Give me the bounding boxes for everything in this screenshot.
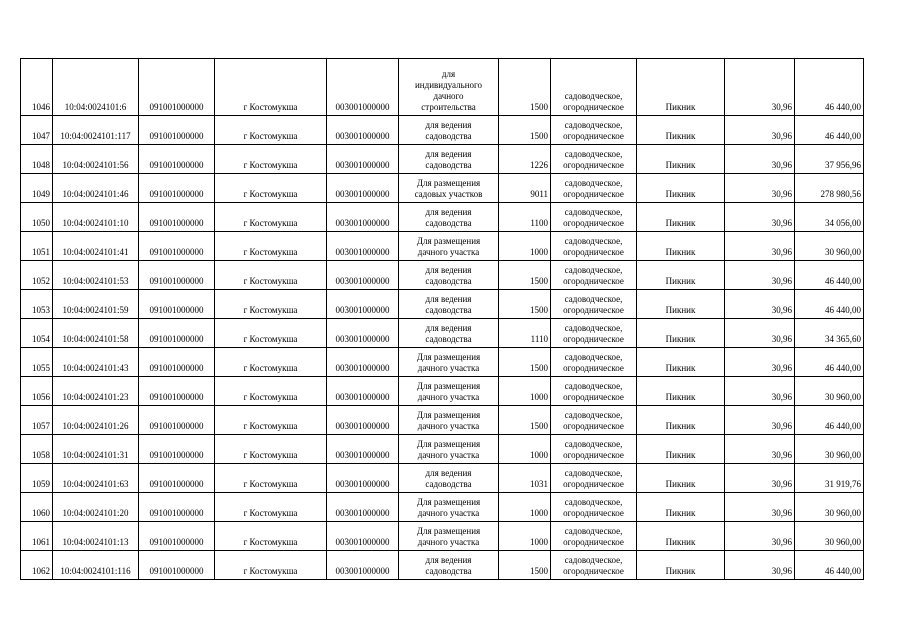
row-number-cell: 1050 bbox=[21, 203, 53, 232]
land-category-cell bbox=[551, 145, 637, 174]
cadastral-value-cell: 30 960,00 bbox=[795, 493, 864, 522]
land-category-line: огородническое bbox=[563, 450, 624, 460]
cadastral-value-cell: 37 956,96 bbox=[795, 145, 864, 174]
cadastral-number-cell: 10:04:0024101:41 bbox=[53, 232, 139, 261]
specific-value-cell: 30,96 bbox=[725, 464, 795, 493]
area-cell: 9011 bbox=[499, 174, 551, 203]
cadastral-zone-name-cell: Пикник bbox=[637, 522, 725, 551]
land-category-cell bbox=[551, 551, 637, 580]
row-number-cell: 1060 bbox=[21, 493, 53, 522]
area-cell: 1110 bbox=[499, 319, 551, 348]
cadastral-number-cell: 10:04:0024101:58 bbox=[53, 319, 139, 348]
okato-code-cell: 003001000000 bbox=[327, 116, 399, 145]
permitted-use-line: для ведения bbox=[425, 555, 472, 565]
cadastral-zone-name-cell: Пикник bbox=[637, 203, 725, 232]
specific-value-cell: 30,96 bbox=[725, 203, 795, 232]
specific-value-cell: 30,96 bbox=[725, 145, 795, 174]
permitted-use-line: Для размещения bbox=[416, 439, 481, 449]
permitted-use-line: Для размещения bbox=[416, 352, 481, 362]
row-number-cell: 1061 bbox=[21, 522, 53, 551]
cadastral-number-cell: 10:04:0024101:31 bbox=[53, 435, 139, 464]
cadastral-value-cell: 46 440,00 bbox=[795, 261, 864, 290]
specific-value-cell: 30,96 bbox=[725, 551, 795, 580]
cadastral-value-cell: 30 960,00 bbox=[795, 232, 864, 261]
permitted-use-cell bbox=[399, 522, 499, 551]
okato-code-cell: 003001000000 bbox=[327, 493, 399, 522]
cadastral-number-cell: 10:04:0024101:116 bbox=[53, 551, 139, 580]
oktmo-code-cell: 091001000000 bbox=[139, 493, 215, 522]
land-category-cell bbox=[551, 116, 637, 145]
okato-code-cell: 003001000000 bbox=[327, 319, 399, 348]
specific-value-cell: 30,96 bbox=[725, 435, 795, 464]
cadastral-zone-name-cell: Пикник bbox=[637, 377, 725, 406]
land-parcels-table bbox=[20, 58, 864, 580]
land-category-line: огородническое bbox=[563, 334, 624, 344]
city-cell: г Костомукша bbox=[215, 232, 327, 261]
permitted-use-cell bbox=[399, 145, 499, 174]
land-category-line: садоводческое, bbox=[564, 207, 623, 217]
land-category-line: садоводческое, bbox=[564, 323, 623, 333]
oktmo-code-cell: 091001000000 bbox=[139, 406, 215, 435]
land-category-line: садоводческое, bbox=[564, 410, 623, 420]
permitted-use-line: дачного участка bbox=[417, 363, 480, 373]
cadastral-zone-name-cell: Пикник bbox=[637, 290, 725, 319]
row-number-cell: 1046 bbox=[21, 59, 53, 116]
okato-code-cell: 003001000000 bbox=[327, 232, 399, 261]
land-category-line: огородническое bbox=[563, 479, 624, 489]
permitted-use-line: дачного участка bbox=[417, 450, 480, 460]
area-cell: 1031 bbox=[499, 464, 551, 493]
permitted-use-line: для ведения bbox=[425, 120, 472, 130]
cadastral-value-cell: 34 365,60 bbox=[795, 319, 864, 348]
cadastral-number-cell: 10:04:0024101:117 bbox=[53, 116, 139, 145]
oktmo-code-cell: 091001000000 bbox=[139, 290, 215, 319]
land-category-line: садоводческое, bbox=[564, 149, 623, 159]
land-category-line: огородническое bbox=[563, 305, 624, 315]
permitted-use-cell bbox=[399, 174, 499, 203]
permitted-use-cell bbox=[399, 464, 499, 493]
city-cell: г Костомукша bbox=[215, 174, 327, 203]
permitted-use-cell bbox=[399, 551, 499, 580]
land-category-cell bbox=[551, 319, 637, 348]
city-cell: г Костомукша bbox=[215, 145, 327, 174]
permitted-use-line: для ведения bbox=[425, 207, 472, 217]
cadastral-number-cell: 10:04:0024101:10 bbox=[53, 203, 139, 232]
land-category-line: садоводческое, bbox=[564, 265, 623, 275]
city-cell: г Костомукша bbox=[215, 319, 327, 348]
land-category-cell bbox=[551, 377, 637, 406]
city-cell: г Костомукша bbox=[215, 435, 327, 464]
okato-code-cell: 003001000000 bbox=[327, 174, 399, 203]
cadastral-value-cell: 46 440,00 bbox=[795, 290, 864, 319]
permitted-use-line: садоводства bbox=[425, 479, 472, 489]
row-number-cell: 1052 bbox=[21, 261, 53, 290]
cadastral-number-cell: 10:04:0024101:63 bbox=[53, 464, 139, 493]
area-cell: 1500 bbox=[499, 348, 551, 377]
permitted-use-line: для bbox=[441, 69, 456, 79]
city-cell: г Костомукша bbox=[215, 348, 327, 377]
table-row bbox=[21, 232, 864, 261]
table-row bbox=[21, 290, 864, 319]
cadastral-number-cell: 10:04:0024101:53 bbox=[53, 261, 139, 290]
oktmo-code-cell: 091001000000 bbox=[139, 348, 215, 377]
specific-value-cell: 30,96 bbox=[725, 406, 795, 435]
area-cell: 1500 bbox=[499, 59, 551, 116]
permitted-use-cell bbox=[399, 290, 499, 319]
land-category-line: огородническое bbox=[563, 189, 624, 199]
permitted-use-cell bbox=[399, 319, 499, 348]
oktmo-code-cell: 091001000000 bbox=[139, 116, 215, 145]
area-cell: 1226 bbox=[499, 145, 551, 174]
area-cell: 1000 bbox=[499, 232, 551, 261]
cadastral-value-cell: 30 960,00 bbox=[795, 435, 864, 464]
permitted-use-cell bbox=[399, 116, 499, 145]
land-category-line: садоводческое, bbox=[564, 120, 623, 130]
area-cell: 1000 bbox=[499, 377, 551, 406]
permitted-use-line: садоводства bbox=[425, 566, 472, 576]
row-number-cell: 1059 bbox=[21, 464, 53, 493]
specific-value-cell: 30,96 bbox=[725, 174, 795, 203]
table-row bbox=[21, 522, 864, 551]
cadastral-value-cell: 46 440,00 bbox=[795, 59, 864, 116]
cadastral-number-cell: 10:04:0024101:56 bbox=[53, 145, 139, 174]
area-cell: 1500 bbox=[499, 116, 551, 145]
row-number-cell: 1056 bbox=[21, 377, 53, 406]
permitted-use-cell bbox=[399, 261, 499, 290]
land-category-cell bbox=[551, 59, 637, 116]
cadastral-zone-name-cell: Пикник bbox=[637, 551, 725, 580]
permitted-use-cell bbox=[399, 232, 499, 261]
oktmo-code-cell: 091001000000 bbox=[139, 203, 215, 232]
city-cell: г Костомукша bbox=[215, 522, 327, 551]
cadastral-value-cell: 30 960,00 bbox=[795, 377, 864, 406]
cadastral-zone-name-cell: Пикник bbox=[637, 145, 725, 174]
city-cell: г Костомукша bbox=[215, 464, 327, 493]
table-body bbox=[21, 59, 864, 580]
specific-value-cell: 30,96 bbox=[725, 522, 795, 551]
row-number-cell: 1048 bbox=[21, 145, 53, 174]
permitted-use-line: садоводства bbox=[425, 131, 472, 141]
oktmo-code-cell: 091001000000 bbox=[139, 232, 215, 261]
specific-value-cell: 30,96 bbox=[725, 290, 795, 319]
permitted-use-line: садовых участков bbox=[414, 189, 483, 199]
area-cell: 1500 bbox=[499, 406, 551, 435]
land-category-line: садоводческое, bbox=[564, 468, 623, 478]
okato-code-cell: 003001000000 bbox=[327, 464, 399, 493]
permitted-use-line: для ведения bbox=[425, 294, 472, 304]
permitted-use-line: Для размещения bbox=[416, 526, 481, 536]
cadastral-zone-name-cell: Пикник bbox=[637, 435, 725, 464]
permitted-use-line: садоводства bbox=[425, 218, 472, 228]
land-category-line: садоводческое, bbox=[564, 439, 623, 449]
table-row bbox=[21, 377, 864, 406]
okato-code-cell: 003001000000 bbox=[327, 290, 399, 319]
land-category-cell bbox=[551, 174, 637, 203]
table-row bbox=[21, 59, 864, 116]
cadastral-number-cell: 10:04:0024101:26 bbox=[53, 406, 139, 435]
permitted-use-line: Для размещения bbox=[416, 410, 481, 420]
city-cell: г Костомукша bbox=[215, 551, 327, 580]
land-category-line: огородническое bbox=[563, 247, 624, 257]
cadastral-number-cell: 10:04:0024101:43 bbox=[53, 348, 139, 377]
area-cell: 1500 bbox=[499, 551, 551, 580]
permitted-use-cell bbox=[399, 203, 499, 232]
permitted-use-line: строительства bbox=[421, 102, 476, 112]
cadastral-zone-name-cell: Пикник bbox=[637, 493, 725, 522]
permitted-use-line: садоводства bbox=[425, 276, 472, 286]
table-row bbox=[21, 319, 864, 348]
oktmo-code-cell: 091001000000 bbox=[139, 174, 215, 203]
specific-value-cell: 30,96 bbox=[725, 232, 795, 261]
okato-code-cell: 003001000000 bbox=[327, 377, 399, 406]
city-cell: г Костомукша bbox=[215, 406, 327, 435]
oktmo-code-cell: 091001000000 bbox=[139, 377, 215, 406]
cadastral-value-cell: 46 440,00 bbox=[795, 551, 864, 580]
table-row bbox=[21, 464, 864, 493]
city-cell: г Костомукша bbox=[215, 377, 327, 406]
oktmo-code-cell: 091001000000 bbox=[139, 319, 215, 348]
city-cell: г Костомукша bbox=[215, 261, 327, 290]
land-category-cell bbox=[551, 261, 637, 290]
table-row bbox=[21, 493, 864, 522]
oktmo-code-cell: 091001000000 bbox=[139, 59, 215, 116]
cadastral-value-cell: 46 440,00 bbox=[795, 348, 864, 377]
city-cell: г Костомукша bbox=[215, 59, 327, 116]
land-category-line: огородническое bbox=[563, 218, 624, 228]
land-category-line: огородническое bbox=[563, 421, 624, 431]
okato-code-cell: 003001000000 bbox=[327, 551, 399, 580]
land-category-line: садоводческое, bbox=[564, 91, 623, 101]
row-number-cell: 1057 bbox=[21, 406, 53, 435]
permitted-use-line: дачного участка bbox=[417, 392, 480, 402]
land-category-cell bbox=[551, 232, 637, 261]
row-number-cell: 1054 bbox=[21, 319, 53, 348]
row-number-cell: 1049 bbox=[21, 174, 53, 203]
cadastral-value-cell: 278 980,56 bbox=[795, 174, 864, 203]
area-cell: 1000 bbox=[499, 522, 551, 551]
cadastral-zone-name-cell: Пикник bbox=[637, 319, 725, 348]
specific-value-cell: 30,96 bbox=[725, 59, 795, 116]
land-category-line: огородническое bbox=[563, 131, 624, 141]
permitted-use-line: садоводства bbox=[425, 305, 472, 315]
row-number-cell: 1047 bbox=[21, 116, 53, 145]
city-cell: г Костомукша bbox=[215, 290, 327, 319]
row-number-cell: 1055 bbox=[21, 348, 53, 377]
city-cell: г Костомукша bbox=[215, 203, 327, 232]
table-row bbox=[21, 435, 864, 464]
cadastral-number-cell: 10:04:0024101:6 bbox=[53, 59, 139, 116]
okato-code-cell: 003001000000 bbox=[327, 522, 399, 551]
oktmo-code-cell: 091001000000 bbox=[139, 435, 215, 464]
area-cell: 1000 bbox=[499, 435, 551, 464]
cadastral-zone-name-cell: Пикник bbox=[637, 232, 725, 261]
land-category-line: садоводческое, bbox=[564, 178, 623, 188]
okato-code-cell: 003001000000 bbox=[327, 261, 399, 290]
cadastral-number-cell: 10:04:0024101:46 bbox=[53, 174, 139, 203]
specific-value-cell: 30,96 bbox=[725, 319, 795, 348]
permitted-use-line: дачного участка bbox=[417, 247, 480, 257]
land-category-line: садоводческое, bbox=[564, 236, 623, 246]
table-row bbox=[21, 203, 864, 232]
table-row bbox=[21, 551, 864, 580]
specific-value-cell: 30,96 bbox=[725, 261, 795, 290]
land-category-line: огородническое bbox=[563, 160, 624, 170]
land-category-cell bbox=[551, 522, 637, 551]
table-row bbox=[21, 406, 864, 435]
cadastral-number-cell: 10:04:0024101:20 bbox=[53, 493, 139, 522]
area-cell: 1500 bbox=[499, 261, 551, 290]
land-category-line: садоводческое, bbox=[564, 555, 623, 565]
land-category-line: огородническое bbox=[563, 508, 624, 518]
land-category-cell bbox=[551, 290, 637, 319]
land-category-line: огородническое bbox=[563, 537, 624, 547]
land-category-line: огородническое bbox=[563, 276, 624, 286]
oktmo-code-cell: 091001000000 bbox=[139, 145, 215, 174]
table-row bbox=[21, 174, 864, 203]
row-number-cell: 1062 bbox=[21, 551, 53, 580]
land-category-line: огородническое bbox=[563, 392, 624, 402]
land-category-line: огородническое bbox=[563, 566, 624, 576]
cadastral-zone-name-cell: Пикник bbox=[637, 348, 725, 377]
row-number-cell: 1058 bbox=[21, 435, 53, 464]
land-category-line: садоводческое, bbox=[564, 294, 623, 304]
cadastral-number-cell: 10:04:0024101:23 bbox=[53, 377, 139, 406]
land-category-cell bbox=[551, 464, 637, 493]
permitted-use-line: для ведения bbox=[425, 468, 472, 478]
row-number-cell: 1051 bbox=[21, 232, 53, 261]
area-cell: 1000 bbox=[499, 493, 551, 522]
cadastral-zone-name-cell: Пикник bbox=[637, 464, 725, 493]
cadastral-value-cell: 34 056,00 bbox=[795, 203, 864, 232]
permitted-use-line: дачного участка bbox=[417, 508, 480, 518]
land-category-line: огородническое bbox=[563, 363, 624, 373]
okato-code-cell: 003001000000 bbox=[327, 59, 399, 116]
permitted-use-line: для ведения bbox=[425, 323, 472, 333]
cadastral-zone-name-cell: Пикник bbox=[637, 59, 725, 116]
oktmo-code-cell: 091001000000 bbox=[139, 551, 215, 580]
city-cell: г Костомукша bbox=[215, 493, 327, 522]
cadastral-zone-name-cell: Пикник bbox=[637, 406, 725, 435]
okato-code-cell: 003001000000 bbox=[327, 435, 399, 464]
row-number-cell: 1053 bbox=[21, 290, 53, 319]
cadastral-value-cell: 30 960,00 bbox=[795, 522, 864, 551]
permitted-use-cell bbox=[399, 493, 499, 522]
land-category-line: садоводческое, bbox=[564, 526, 623, 536]
okato-code-cell: 003001000000 bbox=[327, 145, 399, 174]
permitted-use-line: дачного участка bbox=[417, 421, 480, 431]
cadastral-number-cell: 10:04:0024101:59 bbox=[53, 290, 139, 319]
permitted-use-line: индивидуального bbox=[414, 80, 482, 90]
table-row bbox=[21, 348, 864, 377]
oktmo-code-cell: 091001000000 bbox=[139, 261, 215, 290]
table-row bbox=[21, 261, 864, 290]
oktmo-code-cell: 091001000000 bbox=[139, 522, 215, 551]
cadastral-value-cell: 46 440,00 bbox=[795, 406, 864, 435]
land-category-cell bbox=[551, 435, 637, 464]
cadastral-zone-name-cell: Пикник bbox=[637, 174, 725, 203]
cadastral-zone-name-cell: Пикник bbox=[637, 116, 725, 145]
permitted-use-line: дачного bbox=[433, 91, 464, 101]
specific-value-cell: 30,96 bbox=[725, 377, 795, 406]
area-cell: 1500 bbox=[499, 290, 551, 319]
permitted-use-line: дачного участка bbox=[417, 537, 480, 547]
specific-value-cell: 30,96 bbox=[725, 116, 795, 145]
permitted-use-line: для ведения bbox=[425, 149, 472, 159]
land-category-line: огородническое bbox=[563, 102, 624, 112]
cadastral-number-cell: 10:04:0024101:13 bbox=[53, 522, 139, 551]
cadastral-zone-name-cell: Пикник bbox=[637, 261, 725, 290]
cadastral-value-cell: 31 919,76 bbox=[795, 464, 864, 493]
permitted-use-line: садоводства bbox=[425, 334, 472, 344]
land-category-line: садоводческое, bbox=[564, 352, 623, 362]
okato-code-cell: 003001000000 bbox=[327, 348, 399, 377]
land-category-cell bbox=[551, 493, 637, 522]
specific-value-cell: 30,96 bbox=[725, 348, 795, 377]
permitted-use-line: садоводства bbox=[425, 160, 472, 170]
permitted-use-cell bbox=[399, 348, 499, 377]
cadastral-value-cell: 46 440,00 bbox=[795, 116, 864, 145]
land-category-line: садоводческое, bbox=[564, 497, 623, 507]
okato-code-cell: 003001000000 bbox=[327, 203, 399, 232]
okato-code-cell: 003001000000 bbox=[327, 406, 399, 435]
oktmo-code-cell: 091001000000 bbox=[139, 464, 215, 493]
permitted-use-line: Для размещения bbox=[416, 178, 481, 188]
permitted-use-cell bbox=[399, 435, 499, 464]
permitted-use-line: Для размещения bbox=[416, 381, 481, 391]
permitted-use-cell bbox=[399, 406, 499, 435]
land-category-line: садоводческое, bbox=[564, 381, 623, 391]
permitted-use-line: Для размещения bbox=[416, 236, 481, 246]
land-category-cell bbox=[551, 203, 637, 232]
land-category-cell bbox=[551, 348, 637, 377]
table-row bbox=[21, 145, 864, 174]
permitted-use-cell bbox=[399, 59, 499, 116]
table-row bbox=[21, 116, 864, 145]
permitted-use-line: для ведения bbox=[425, 265, 472, 275]
land-category-cell bbox=[551, 406, 637, 435]
permitted-use-cell bbox=[399, 377, 499, 406]
area-cell: 1100 bbox=[499, 203, 551, 232]
specific-value-cell: 30,96 bbox=[725, 493, 795, 522]
permitted-use-line: Для размещения bbox=[416, 497, 481, 507]
city-cell: г Костомукша bbox=[215, 116, 327, 145]
